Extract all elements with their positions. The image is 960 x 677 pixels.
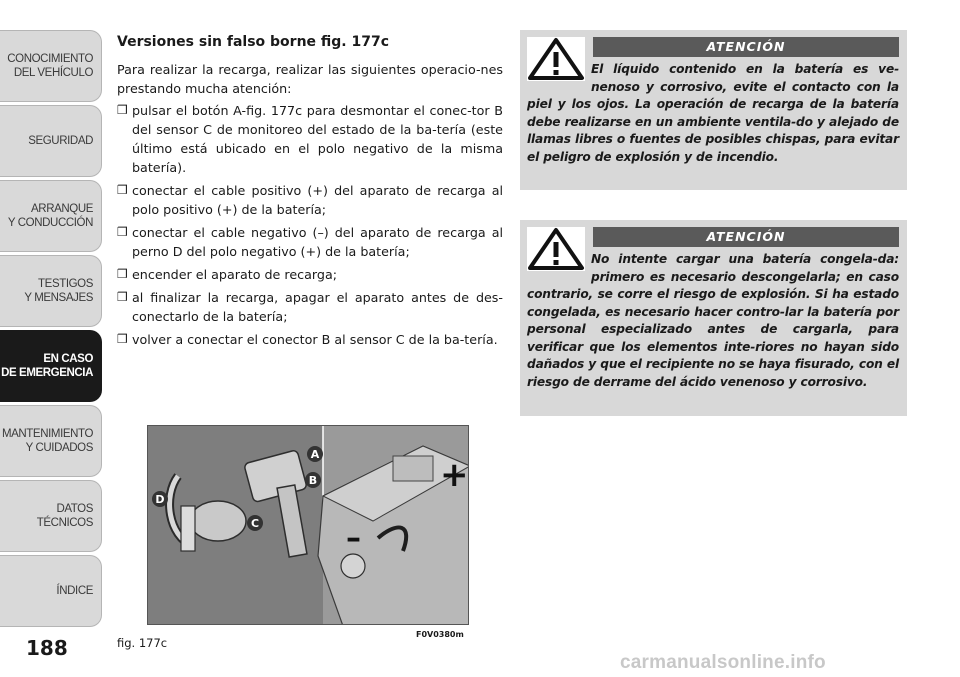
battery-figure [147,425,469,625]
positive-terminal-sign: + [440,455,469,495]
checkbox-bullet-icon: ❒ [117,267,128,281]
svg-text:A: A [310,448,320,461]
tab-arranque-y-conduccion[interactable]: ARRANQUE Y CONDUCCIÓN [0,180,102,252]
warning-title: ATENCIÓN [593,227,899,247]
svg-text:C: C [250,517,260,530]
step-item [117,265,503,284]
callout-d [152,491,168,507]
warning-triangle-icon [527,227,585,271]
battery-illustration [148,426,469,625]
tab-en-caso-de-emergencia[interactable]: EN CASO DE EMERGENCIA [0,330,102,402]
callout-a [307,446,323,462]
warning-box [520,220,907,416]
checkbox-bullet-icon: ❒ [117,332,128,346]
callout-b [305,472,321,488]
step-text: al finalizar la recarga, apagar el aparato antes de des-conectarlo de la batería; [132,290,503,324]
step-item [117,101,503,177]
step-text: conectar el cable positivo (+) del aparato de recarga al polo positivo (+) de la batería; [132,183,503,217]
warning-text: El líquido contenido en la batería es ve-nenoso y corrosivo, evite el contacto con la piel y los ojos. La operación de recarga de la batería debe realizarse en un ambiente ventila-do y alejado de llamas libres o fuentes de posibles chispas, para evitar el peligro de explosión y de incendio. [527,62,899,164]
callout-c [247,515,263,531]
step-item [117,288,503,326]
warning-title: ATENCIÓN [593,37,899,57]
checkbox-bullet-icon: ❒ [117,290,128,304]
section-title: Versiones sin falso borne fig. 177c [117,34,390,50]
main-column [117,34,503,353]
checkbox-bullet-icon: ❒ [117,103,128,117]
svg-text:D: D [155,493,165,506]
step-text: pulsar el botón A-fig. 177c para desmontar el conec-tor B del sensor C de monitoreo del estado de la ba-tería (este último está ubicado en el polo negativo de la misma batería). [132,103,503,175]
warning-box [520,30,907,190]
tab-seguridad[interactable]: SEGURIDAD [0,105,102,177]
tab-indice[interactable]: ÍNDICE [0,555,102,627]
checkbox-bullet-icon: ❒ [117,183,128,197]
step-text: volver a conectar el conector B al sensor C de la ba-tería. [132,332,498,347]
tab-testigos-y-mensajes[interactable]: TESTIGOS Y MENSAJES [0,255,102,327]
svg-text:B: B [308,474,318,487]
figure-caption: fig. 177c [117,636,168,650]
step-item [117,330,503,349]
step-item [117,223,503,261]
checkbox-bullet-icon: ❒ [117,225,128,239]
negative-terminal-sign: – [346,521,361,556]
tab-conocimiento-del-vehiculo[interactable]: CONOCIMIENTO DEL VEHÍCULO [0,30,102,102]
figure-code: F0V0380m [416,630,464,639]
watermark: carmanualsonline.info [620,652,826,673]
step-text: encender el aparato de recarga; [132,267,337,282]
tab-datos-tecnicos[interactable]: DATOS TÉCNICOS [0,480,102,552]
step-text: conectar el cable negativo (–) del aparato de recarga al perno D del polo negativo (+) de la batería; [132,225,503,259]
step-item [117,181,503,219]
intro-paragraph: Para realizar la recarga, realizar las siguientes operacio-nes prestando mucha atención: [117,62,503,96]
warning-text: No intente cargar una batería congela-da: primero es necesario descongelarla; en caso contrario, se corre el riesgo de explosión. Si ha estado congelada, es necesario hacer contro-lar la batería por personal especializado antes de cargarla, para verificar que los elementos inte-riores no hayan sido dañados y que el recipiente no se haya fisurado, con el riesgo de derrame del ácido venenoso y corrosivo. [527,252,899,389]
page-number: 188 [26,636,68,660]
tab-mantenimiento-y-cuidados[interactable]: MANTENIMIENTO Y CUIDADOS [0,405,102,477]
warning-triangle-icon [527,37,585,81]
